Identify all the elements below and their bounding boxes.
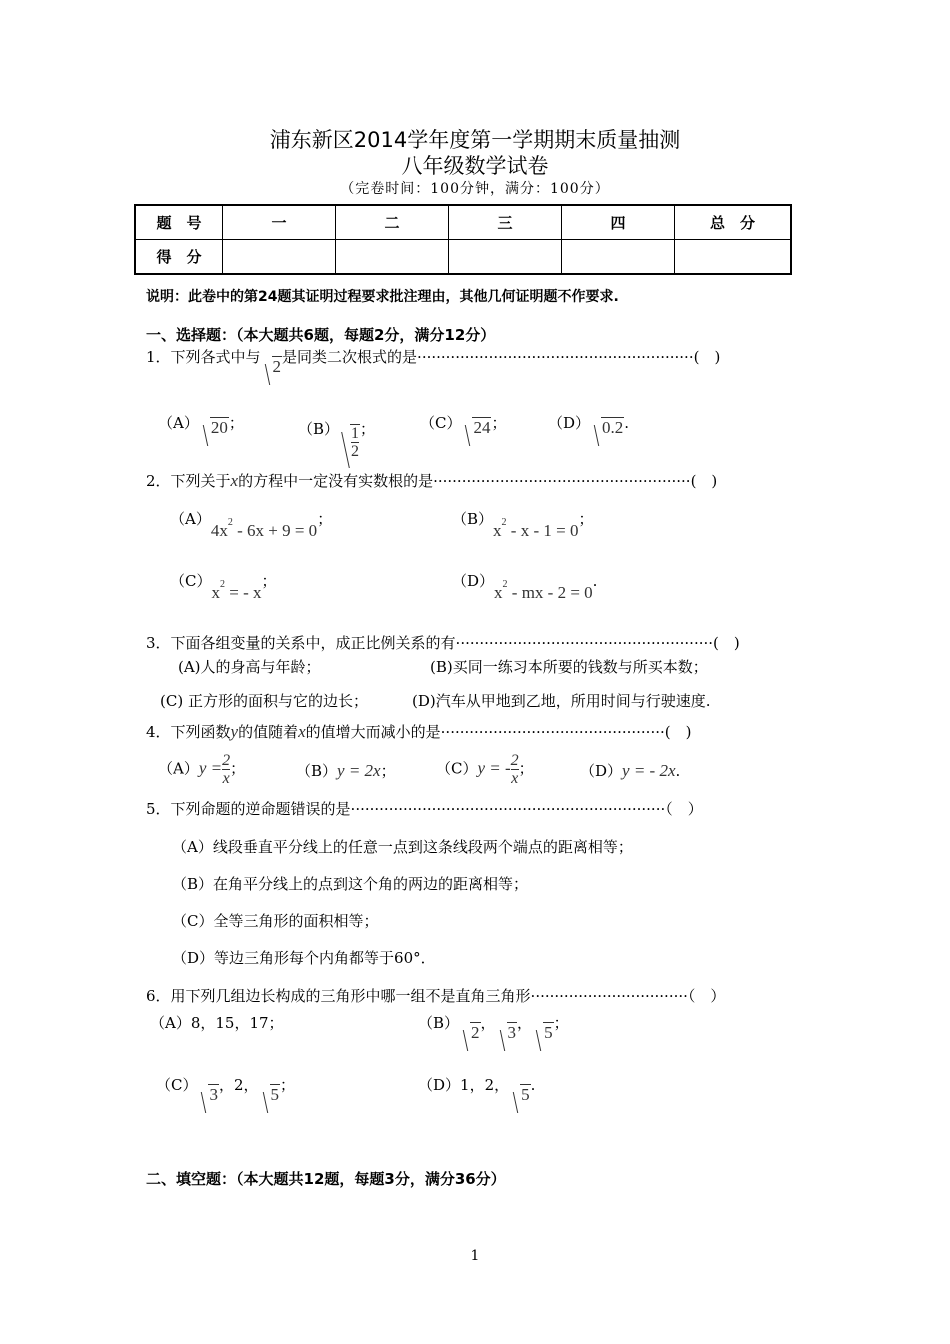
sqrt-expression — [339, 424, 360, 460]
option-label: （B） — [298, 419, 340, 438]
denominator: x — [511, 770, 519, 787]
punct: ； — [491, 414, 507, 432]
radicand: 24 — [473, 418, 491, 437]
option-label: （C） — [170, 572, 212, 590]
radicand: 5 — [521, 1085, 530, 1104]
section1-heading: 一、选择题：（本大题共6题，每题2分，满分12分） — [146, 326, 496, 344]
q3-option-a: (A)人的身高与年龄； — [178, 658, 321, 676]
eq-part: y = - 2x — [622, 761, 676, 780]
score-header-cell: 三 — [449, 205, 562, 240]
punct: ； — [280, 1076, 296, 1094]
q3-option-d: (D)汽车从甲地到乙地，所用时间与行驶速度. — [412, 692, 711, 710]
eq-part: = - x — [229, 583, 262, 602]
numerator: 2 — [510, 752, 519, 769]
punct: ； — [261, 572, 277, 590]
exam-note: 说明：此卷中的第24题其证明过程要求批注理由，其他几何证明题不作要求. — [146, 289, 619, 305]
q2-option-b — [452, 508, 594, 540]
punct: ； — [578, 510, 594, 528]
score-cell[interactable] — [675, 240, 792, 275]
q3-option-b: (B)买同一练习本所要的钱数与所买本数； — [430, 658, 708, 676]
equation — [210, 517, 318, 540]
score-header-cell: 一 — [223, 205, 336, 240]
page-number: 1 — [470, 1248, 480, 1264]
exam-time-info: （完卷时间：100分钟，满分：100分） — [340, 181, 610, 197]
q5-option-c: （C）全等三角形的面积相等； — [172, 912, 379, 930]
score-cell[interactable] — [562, 240, 675, 275]
eq-part: x — [494, 583, 503, 602]
q6-option-c — [156, 1074, 296, 1104]
option-text: ，2， — [218, 1076, 259, 1094]
option-label: （C） — [156, 1076, 198, 1094]
eq-part: - x - 1 = 0 — [510, 521, 579, 540]
sqrt-expression — [590, 417, 624, 438]
variable: y — [230, 722, 239, 741]
radicand: 0.2 — [602, 418, 624, 437]
sqrt-expression — [532, 1022, 554, 1043]
sqrt-expression — [459, 1022, 481, 1043]
q1-option-d — [548, 412, 630, 437]
eq-part: - 6x + 9 = 0 — [237, 521, 318, 540]
equation — [211, 579, 262, 602]
score-row-label: 得 分 — [135, 240, 223, 275]
score-header-cell: 二 — [336, 205, 449, 240]
score-cell[interactable] — [449, 240, 562, 275]
numerator: 2 — [222, 752, 231, 769]
punct: ； — [553, 1014, 569, 1032]
numerator: 1 — [351, 425, 360, 442]
fraction — [511, 752, 519, 787]
question-4-stem — [146, 721, 691, 742]
q4-option-c — [436, 752, 534, 787]
q5-option-d: （D）等边三角形每个内角都等于60°． — [172, 949, 436, 967]
eq-part: - mx - 2 = 0 — [511, 583, 593, 602]
radicand: 3 — [209, 1085, 218, 1104]
radicand: 2 — [272, 357, 282, 376]
fraction — [222, 752, 230, 787]
q3-option-c: (C) 正方形的面积与它的边长； — [160, 692, 368, 710]
eq-part: y = - — [477, 758, 511, 778]
exponent: 2 — [227, 517, 233, 528]
score-header-cell: 总 分 — [675, 205, 792, 240]
q1-text-a: 1．下列各式中与 — [146, 348, 261, 366]
q4-option-d — [580, 760, 680, 781]
q1-option-b — [298, 412, 376, 460]
option-label: （D）1，2， — [418, 1076, 510, 1094]
exam-title: 浦东新区2014学年度第一学期期末质量抽测 — [269, 128, 681, 152]
punct: ， — [517, 1014, 533, 1032]
radicand: 5 — [544, 1023, 553, 1042]
q4-text-a: 4．下列函数 — [146, 723, 231, 741]
score-header-cell: 题 号 — [135, 205, 223, 240]
variable: x — [230, 471, 239, 490]
q1-option-a — [158, 412, 244, 437]
punct: ， — [480, 1014, 496, 1032]
q4-text-b: 的值随着 — [238, 723, 299, 741]
sqrt-expression — [261, 356, 283, 377]
punct: ； — [380, 762, 396, 780]
question-6-stem: 6．用下列几组边长构成的三角形中哪一组不是直角三角形·································（ ） — [146, 987, 726, 1005]
option-label: （D） — [580, 762, 623, 780]
q2-text-b: 的方程中一定没有实数根的是······················································( ) — [238, 472, 718, 490]
option-label: （B） — [452, 510, 494, 528]
exponent: 2 — [502, 579, 508, 590]
q6-option-a: （A）8，15，17； — [150, 1014, 284, 1032]
q2-option-c — [170, 570, 277, 602]
sqrt-expression — [496, 1022, 518, 1043]
q6-option-d — [418, 1074, 536, 1104]
q5-option-a: （A）线段垂直平分线上的任意一点到这条线段两个端点的距离相等； — [172, 838, 633, 856]
radicand: 3 — [507, 1023, 517, 1042]
q1-text-b: 是同类二次根式的是··························································( ) — [282, 348, 721, 366]
option-label: （A） — [170, 510, 211, 528]
radicand: 5 — [270, 1085, 280, 1104]
score-cell[interactable] — [336, 240, 449, 275]
radicand: 20 — [210, 418, 228, 437]
denominator: 2 — [351, 443, 360, 460]
q1-option-c — [420, 412, 507, 437]
radicand: 2 — [471, 1023, 480, 1042]
q5-option-b: （B）在角平分线上的点到这个角的两边的距离相等； — [172, 875, 529, 893]
eq-part: y = — [198, 758, 223, 778]
question-2-stem — [146, 470, 717, 491]
punct: ； — [230, 759, 246, 778]
option-label: （B） — [418, 1014, 460, 1032]
option-label: （B） — [296, 762, 338, 780]
punct: ； — [518, 759, 534, 778]
option-label: （C） — [436, 759, 478, 778]
fraction — [350, 424, 360, 460]
q2-option-a — [170, 508, 333, 540]
punct: . — [592, 572, 598, 590]
eq-part: y = 2x — [337, 761, 381, 780]
equation — [493, 517, 579, 540]
q2-option-d — [452, 570, 598, 602]
option-label: （A） — [158, 414, 199, 432]
exponent: 2 — [219, 579, 225, 590]
option-label: （D） — [548, 414, 591, 432]
denominator: x — [222, 770, 230, 787]
score-header-cell: 四 — [562, 205, 675, 240]
question-5-stem: 5．下列命题的逆命题错误的是··································································（ ） — [146, 800, 703, 818]
section2-heading: 二、填空题：（本大题共12题，每题3分，满分36分） — [146, 1170, 506, 1188]
sqrt-expression — [461, 417, 491, 438]
punct: . — [675, 762, 681, 780]
punct: ； — [228, 414, 244, 432]
question-3-stem: 3．下面各组变量的关系中，成正比例关系的有······················································( ) — [146, 634, 740, 652]
exam-subtitle: 八年级数学试卷 — [401, 154, 549, 178]
score-cell[interactable] — [223, 240, 336, 275]
q2-text-a: 2．下列关于 — [146, 472, 231, 490]
eq-part: x — [211, 583, 220, 602]
q4-option-b — [296, 760, 396, 781]
exponent: 2 — [501, 517, 507, 528]
eq-part: x — [493, 521, 502, 540]
sqrt-expression — [259, 1084, 281, 1105]
question-1-stem — [146, 346, 721, 376]
q4-option-a — [158, 752, 245, 787]
equation — [494, 579, 593, 602]
sqrt-expression — [509, 1084, 531, 1105]
q4-text-c: 的值增大而减小的是···············································( ) — [305, 723, 692, 741]
punct: ； — [317, 510, 333, 528]
q6-option-b — [418, 1012, 569, 1042]
punct: . — [624, 414, 630, 432]
variable: x — [298, 722, 306, 741]
score-table — [134, 204, 792, 275]
option-label: （A） — [158, 759, 199, 778]
option-label: （D） — [452, 572, 495, 590]
sqrt-expression — [197, 1084, 219, 1105]
sqrt-expression — [199, 417, 229, 438]
punct: . — [530, 1076, 536, 1094]
punct: ； — [360, 419, 376, 438]
option-label: （C） — [420, 414, 462, 432]
eq-part: 4x — [210, 521, 228, 540]
